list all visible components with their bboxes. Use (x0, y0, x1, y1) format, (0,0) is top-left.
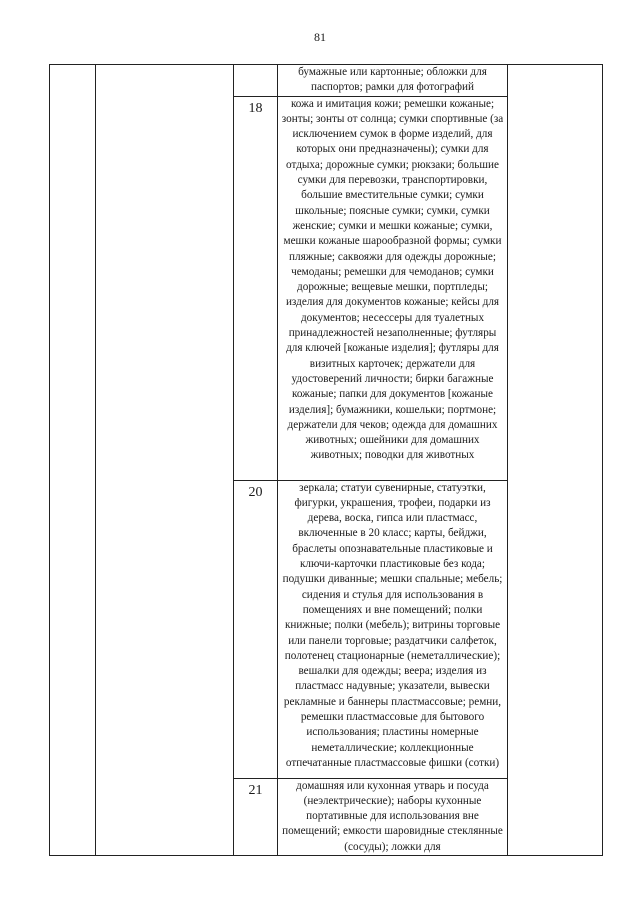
empty-column-cell (508, 65, 603, 856)
class-number-cell: 18 (234, 96, 278, 480)
class-number-cell: 21 (234, 778, 278, 855)
goods-description-cell: зеркала; статуи сувенирные, статуэтки, фигурки, украшения, трофеи, подарки из дерева, воска, гипса или пластмасс, включенные в 20 класс; карты, бейджи, браслеты опознавательные пластиковые и ключи-карточки пластиковые без кода; подушки диванные; мешки спальные; мебель; сидения и стулья для использования в помещениях и вне помещений; полки книжные; полки (мебель); витрины торговые или панели торговые; раздатчики салфеток, полотенец стационарные (неметаллические); вешалки для одежды; веера; изделия из пластмасс надувные; указатели, вывески рекламные и баннеры пластмассовые; ремни, ремешки пластмассовые для бытового использования; пластины номерные неметаллические; коллекционные отпечатанные пластмассовые фишки (сотки) (278, 480, 508, 778)
goods-classification-table (49, 64, 603, 856)
class-number-cell: 20 (234, 480, 278, 778)
goods-description-cell: кожа и имитация кожи; ремешки кожаные; зонты; зонты от солнца; сумки спортивные (за исключением сумок в форме изделий, для которых они предназначены); сумки для отдыха; дорожные сумки; рюкзаки; большие сумки для перевозки, транспортировки, большие вместительные сумки; сумки школьные; поясные сумки; сумки, сумки женские; сумки и мешки кожаные; сумки, мешки кожаные шарообразной формы; сумки пляжные; саквояжи для одежды дорожные; чемоданы; ремешки для чемоданов; сумки дорожные; вещевые мешки, портпледы; изделия для документов кожаные; кейсы для документов; несессеры для туалетных принадлежностей незаполненные; футляры для ключей [кожаные изделия]; футляры для визитных карточек; держатели для удостоверений личности; бирки багажные кожаные; папки для документов [кожаные изделия]; бумажники, кошельки; портмоне; держатели для чеков; одежда для домашних животных; ошейники для домашних животных; поводки для животных (278, 96, 508, 480)
goods-description-cell: домашняя или кухонная утварь и посуда (неэлектрические); наборы кухонные портативные для использования вне помещений; емкости шаровидные стеклянные (сосуды); ложки для (278, 778, 508, 855)
empty-column-cell (50, 65, 96, 856)
page-number: 81 (314, 30, 326, 44)
goods-description-cell: бумажные или картонные; обложки для паспортов; рамки для фотографий (278, 65, 508, 97)
empty-column-cell (96, 65, 234, 856)
table-row (50, 65, 603, 97)
class-number-cell (234, 65, 278, 97)
